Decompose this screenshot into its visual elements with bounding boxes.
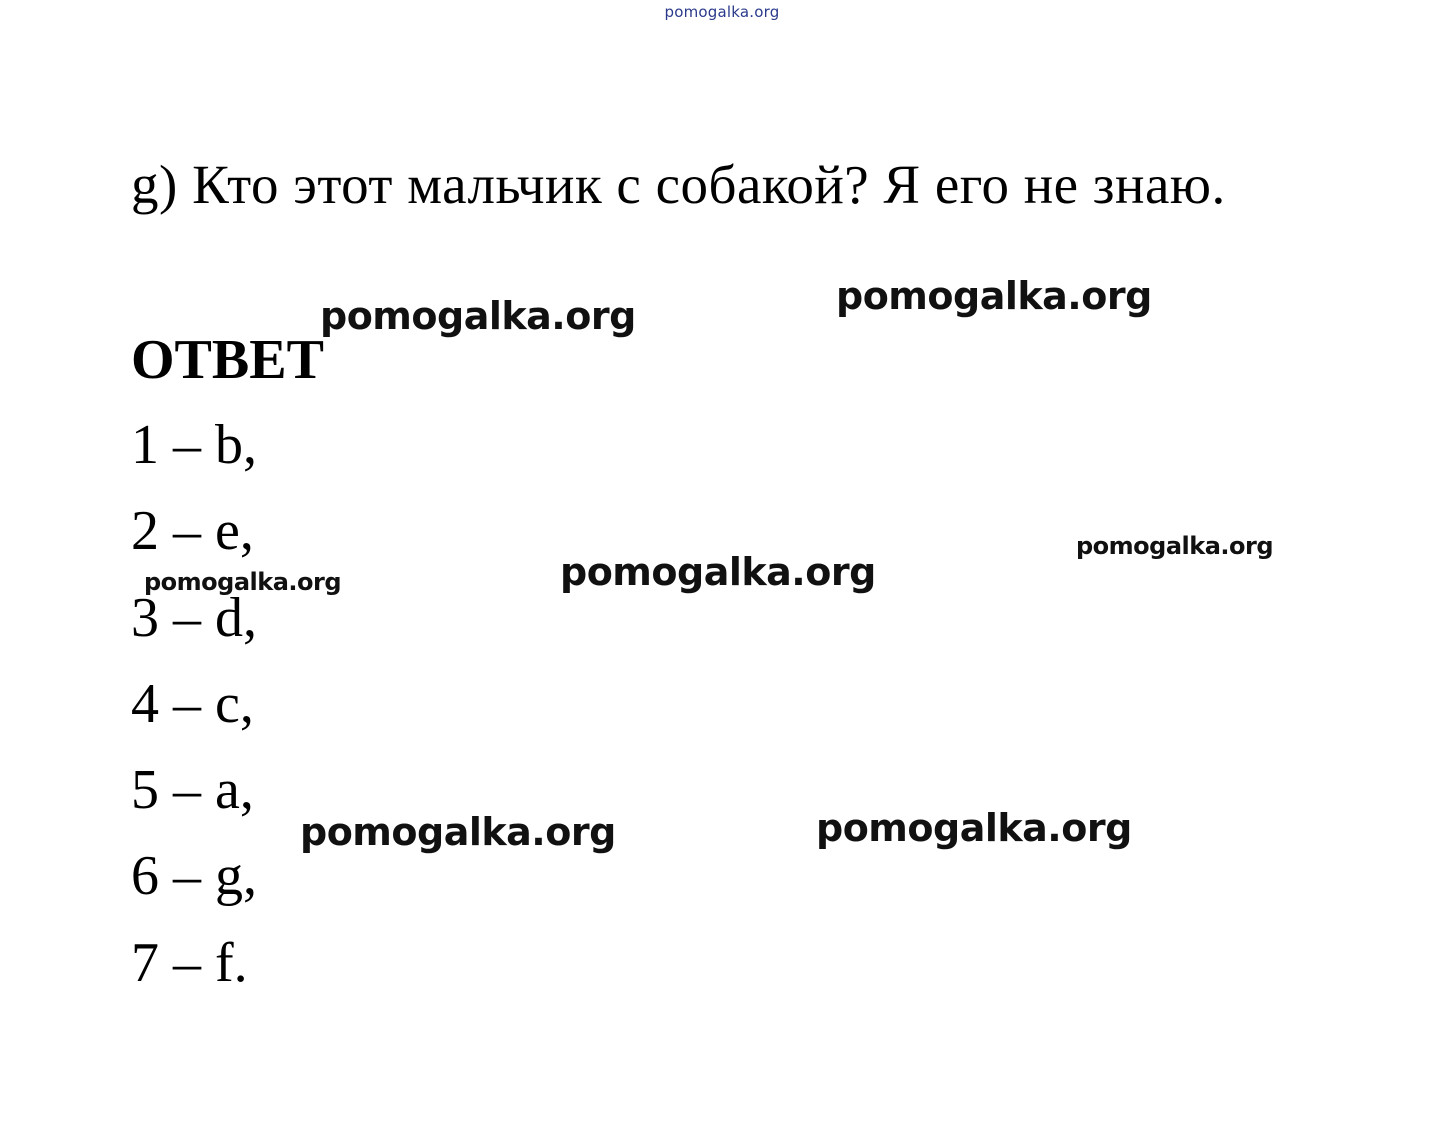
answer-list	[131, 410, 257, 1014]
answer-item: 7 – f.	[131, 931, 248, 994]
watermark: pomogalka.org	[816, 806, 1132, 850]
watermark: pomogalka.org	[320, 294, 636, 338]
answer-item: 2 – e,	[131, 500, 254, 563]
answer-item: 5 – a,	[131, 759, 254, 822]
watermark: pomogalka.org	[560, 550, 876, 594]
question-text: g) Кто этот мальчик с собакой? Я его не знаю.	[131, 154, 1226, 215]
answer-item: 4 – c,	[131, 672, 254, 735]
watermark: pomogalka.org	[1076, 532, 1274, 560]
watermark: pomogalka.org	[144, 568, 342, 596]
answer-item: 1 – b,	[131, 414, 257, 476]
watermark: pomogalka.org	[836, 274, 1152, 318]
answer-item: 6 – g,	[131, 845, 257, 908]
answer-heading: ОТВЕТ	[131, 329, 324, 391]
site-header-watermark: pomogalka.org	[664, 3, 780, 21]
watermark: pomogalka.org	[300, 810, 616, 854]
answer-item: 3 – d,	[131, 586, 257, 649]
